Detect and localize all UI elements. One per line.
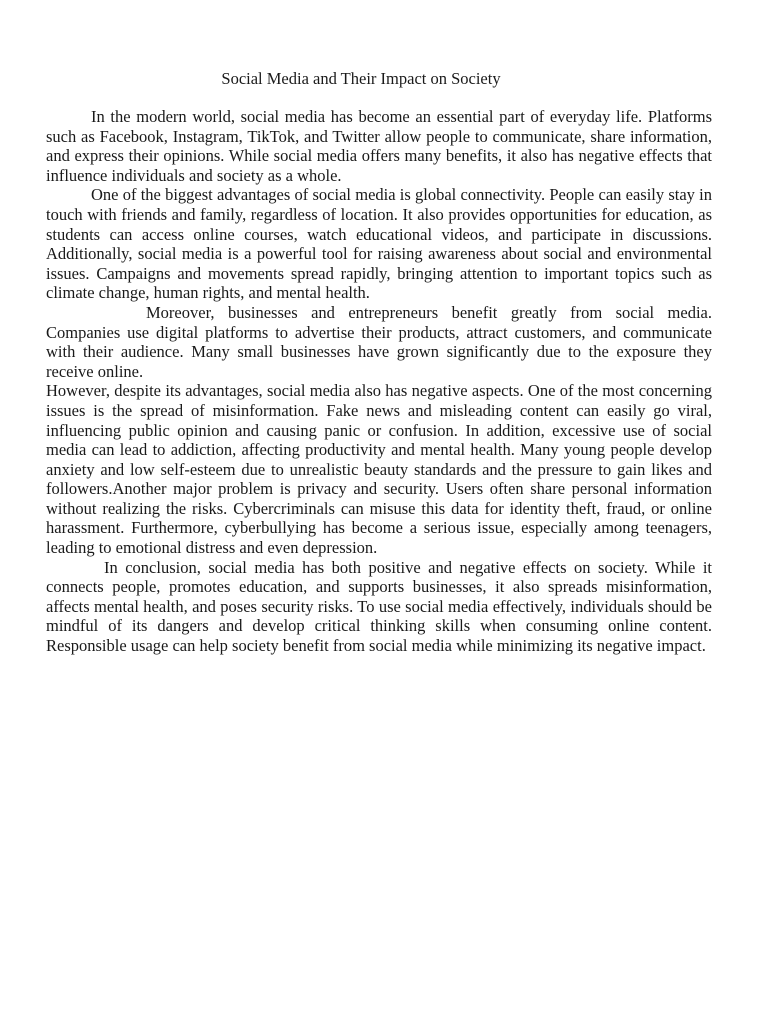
document-body bbox=[46, 107, 712, 656]
paragraph-disadvantages: However, despite its advantages, social media also has negative aspects. One of the most concerning issues is the spread of misinformation. Fake news and misleading content can easily go viral, influencing public opinion and causing panic or confusion. In addition, excessive use of social media can lead to addiction, affecting productivity and mental health. Many young people develop anxiety and low self-esteem due to unrealistic beauty standards and the pressure to gain likes and followers.Another major problem is privacy and security. Users often share personal information without realizing the risks. Cybercriminals can misuse this data for identity theft, fraud, or online harassment. Furthermore, cyberbullying has become a serious issue, especially among teenagers, leading to emotional distress and even depression. bbox=[46, 381, 712, 558]
document-title: Social Media and Their Impact on Society bbox=[221, 69, 501, 88]
paragraph-conclusion: In conclusion, social media has both positive and negative effects on society. While it connects people, promotes education, and supports businesses, it also spreads misinformation, affects mental health, and poses security risks. To use social media effectively, individuals should be mindful of its dangers and develop critical thinking skills when consuming online content. Responsible usage can help society benefit from social media while minimizing its negative impact. bbox=[46, 557, 712, 656]
paragraph-business: Moreover, businesses and entrepreneurs benefit greatly from social media. Companies use digital platforms to advertise their products, attract customers, and communicate with their audience. Many small businesses have grown significantly due to the exposure they receive online. bbox=[46, 302, 712, 381]
paragraph-advantages: One of the biggest advantages of social media is global connectivity. People can easily stay in touch with friends and family, regardless of location. It also provides opportunities for education, as students can access online courses, watch educational videos, and participate in discussions. Additionally, social media is a powerful tool for raising awareness about social and environmental issues. Campaigns and movements spread rapidly, bringing attention to important topics such as climate change, human rights, and mental health. bbox=[46, 185, 712, 303]
paragraph-introduction: In the modern world, social media has become an essential part of everyday life. Platforms such as Facebook, Instagram, TikTok, and Twitter allow people to communicate, share information, and express their opinions. While social media offers many benefits, it also has negative effects that influence individuals and society as a whole. bbox=[46, 107, 712, 185]
